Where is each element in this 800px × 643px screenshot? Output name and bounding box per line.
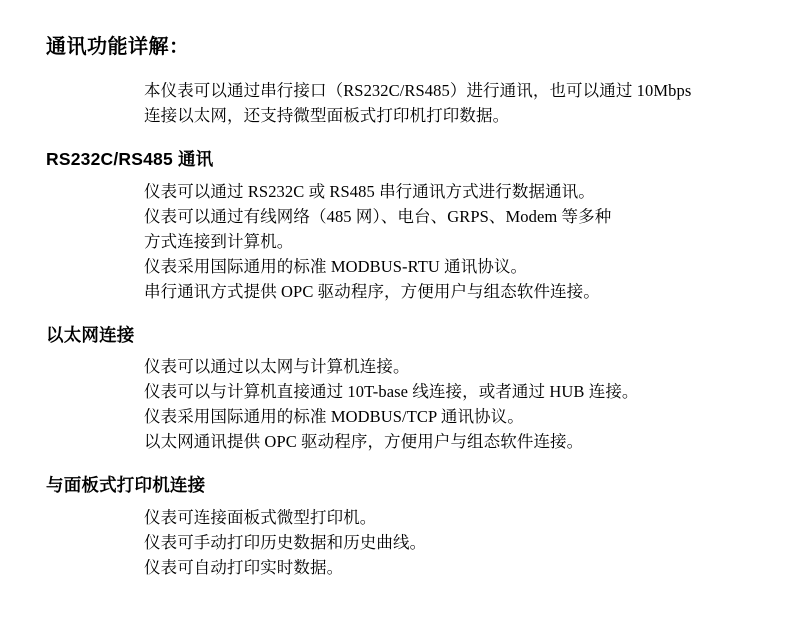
body-line: 仪表可以通过 RS232C 或 RS485 串行通讯方式进行数据通讯。 bbox=[144, 181, 595, 201]
body-line: 方式连接到计算机。 bbox=[144, 231, 294, 251]
body-line: 仪表采用国际通用的标准 MODBUS/TCP 通讯协议。 bbox=[144, 407, 524, 427]
intro-paragraph bbox=[46, 78, 760, 128]
body-line: 仪表采用国际通用的标准 MODBUS-RTU 通讯协议。 bbox=[144, 256, 528, 276]
intro-line: 本仪表可以通过串行接口（RS232C/RS485）进行通讯，也可以通过 10Mbps 连接以太网，还支持微型面板式打印机打印数据。 bbox=[144, 81, 692, 125]
section-body-serial bbox=[46, 179, 760, 304]
body-line: 串行通讯方式提供 OPC 驱动程序，方便用户与组态软件连接。 bbox=[144, 281, 600, 301]
section-heading-printer: 与面板式打印机连接 bbox=[46, 475, 206, 496]
section-body-printer bbox=[46, 505, 760, 580]
body-line: 仪表可手动打印历史数据和历史曲线。 bbox=[144, 532, 427, 552]
page-title: 通讯功能详解： bbox=[46, 36, 190, 58]
section-heading-ethernet: 以太网连接 bbox=[46, 324, 135, 345]
section-heading-serial: RS232C/RS485 通讯 bbox=[46, 149, 214, 169]
body-line: 以太网通讯提供 OPC 驱动程序，方便用户与组态软件连接。 bbox=[144, 432, 584, 452]
section-body-ethernet bbox=[46, 354, 760, 454]
body-line: 仪表可自动打印实时数据。 bbox=[144, 557, 344, 577]
body-line: 仪表可以通过以太网与计算机连接。 bbox=[144, 357, 410, 377]
body-line: 仪表可连接面板式微型打印机。 bbox=[144, 507, 377, 527]
body-line: 仪表可以通过有线网络（485 网）、电台、GRPS、Modem 等多种 bbox=[144, 206, 612, 226]
body-line: 仪表可以与计算机直接通过 10T-base 线连接，或者通过 HUB 连接。 bbox=[144, 382, 639, 402]
